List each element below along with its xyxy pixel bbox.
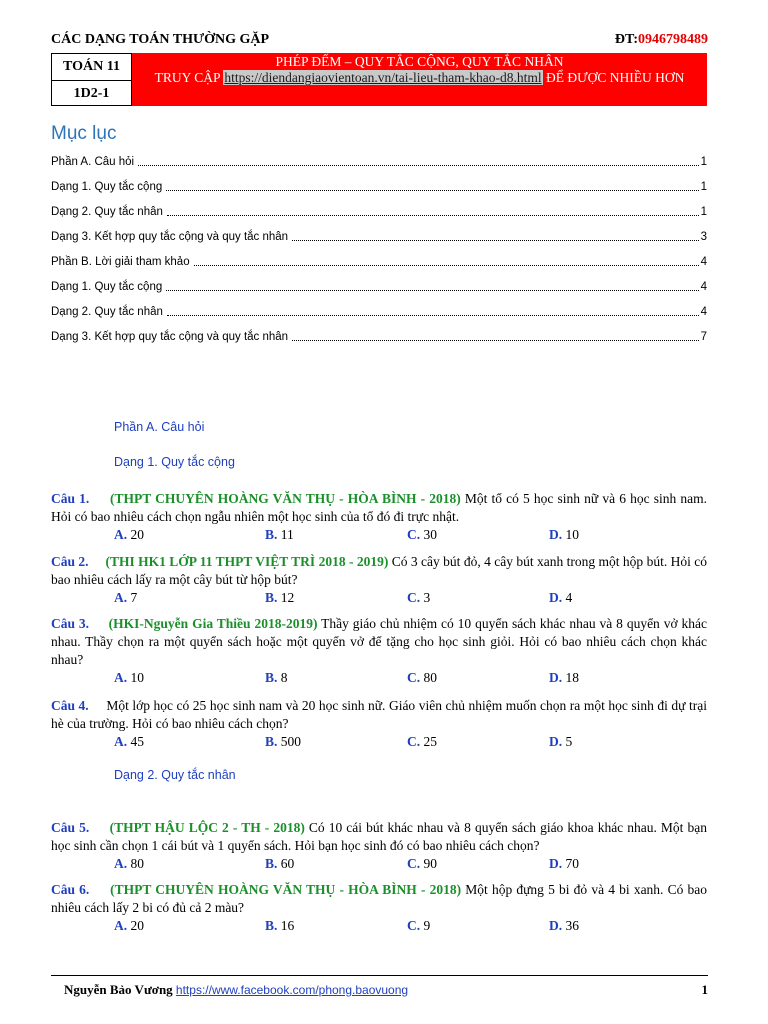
page-header	[51, 32, 708, 50]
table-of-contents	[51, 149, 707, 349]
option-c[interactable]: C. 3	[407, 590, 431, 605]
option-b[interactable]: B. 16	[265, 918, 295, 933]
lesson-code: 1D2-1	[52, 80, 131, 106]
toc-label: Dạng 1. Quy tắc cộng	[51, 280, 163, 293]
question	[51, 697, 707, 751]
question-text: Một hộp đựng 5 bi đỏ và 4 bi xanh. Có bao nhiêu cách lấy 2 bi có đủ cả 2 màu?	[51, 882, 708, 915]
toc-entry[interactable]	[51, 199, 707, 224]
toc-page: 1	[700, 205, 707, 218]
question-number: Câu 1.	[51, 491, 90, 506]
toc-label: Dạng 3. Kết hợp quy tắc cộng và quy tắc nhân	[51, 330, 289, 343]
question	[51, 881, 707, 935]
section-dang-1: Dạng 1. Quy tắc cộng	[114, 455, 235, 469]
toc-leader	[292, 332, 699, 341]
toc-label: Dạng 1. Quy tắc cộng	[51, 180, 163, 193]
header-title: CÁC DẠNG TOÁN THƯỜNG GẶP	[51, 32, 270, 47]
option-d[interactable]: D. 4	[549, 590, 573, 605]
toc-heading: Mục lục	[51, 123, 117, 144]
answer-options	[51, 917, 707, 935]
option-a[interactable]: A. 80	[114, 856, 144, 871]
banner-access-line	[132, 70, 707, 86]
toc-entry[interactable]	[51, 224, 707, 249]
option-d[interactable]: D. 36	[549, 918, 579, 933]
banner-title-box	[132, 53, 707, 106]
access-link[interactable]: https://diendangiaovientoan.vn/tai-lieu-tham-khao-d8.html	[224, 70, 542, 85]
answer-options	[51, 589, 707, 607]
question-text: Có 10 cái bút khác nhau và 8 quyển sách giáo khoa khác nhau. Một bạn học sinh cần chọn 1 cái bút và 1 quyển sách. Hỏi bạn học sinh đó có bao nhiêu cách chọn?	[51, 820, 708, 853]
question	[51, 553, 707, 607]
toc-label: Dạng 2. Quy tắc nhân	[51, 305, 163, 318]
question	[51, 819, 707, 873]
page-footer	[64, 982, 708, 998]
answer-options	[51, 526, 707, 544]
access-suffix: ĐỂ ĐƯỢC NHIỀU HƠN	[542, 70, 685, 85]
question	[51, 490, 707, 544]
option-b[interactable]: B. 500	[265, 734, 302, 749]
phone-label: ĐT:	[614, 32, 638, 47]
question-source: (THPT CHUYÊN HOÀNG VĂN THỤ - HÒA BÌNH - 2018)	[110, 882, 462, 897]
toc-entry[interactable]	[51, 174, 707, 199]
footer-link[interactable]: https://www.facebook.com/phong.baovuong	[175, 983, 409, 997]
toc-leader	[138, 157, 698, 166]
toc-leader	[292, 232, 699, 241]
answer-options	[51, 733, 707, 751]
toc-page: 7	[700, 330, 707, 343]
option-c[interactable]: C. 25	[407, 734, 437, 749]
toc-page: 4	[700, 255, 707, 268]
option-c[interactable]: C. 80	[407, 670, 437, 685]
banner-title: PHÉP ĐẾM – QUY TẮC CỘNG, QUY TẮC NHÂN	[275, 54, 564, 69]
toc-page: 1	[700, 180, 707, 193]
question-stem	[51, 490, 707, 526]
question-number: Câu 2.	[51, 554, 89, 569]
question	[51, 615, 707, 687]
option-d[interactable]: D. 70	[549, 856, 579, 871]
question-text: Một lớp học có 25 học sinh nam và 20 học sinh nữ. Giáo viên chủ nhiệm muốn chọn ra một học sinh đi dự trại hè của trường. Hỏi có bao nhiêu cách chọn?	[51, 698, 708, 731]
toc-leader	[194, 257, 699, 266]
option-c[interactable]: C. 9	[407, 918, 431, 933]
option-a[interactable]: A. 20	[114, 918, 144, 933]
section-dang-2: Dạng 2. Quy tắc nhân	[114, 768, 236, 782]
option-b[interactable]: B. 11	[265, 527, 294, 542]
question-stem	[51, 881, 707, 917]
option-c[interactable]: C. 90	[407, 856, 437, 871]
topic-banner	[51, 53, 707, 106]
option-a[interactable]: A. 10	[114, 670, 144, 685]
course-codes	[51, 53, 132, 106]
question-source: (THPT HẬU LỘC 2 - TH - 2018)	[109, 820, 305, 835]
question-text: Một tổ có 5 học sinh nữ và 6 học sinh nam. Hỏi có bao nhiêu cách chọn ngẫu nhiên một học sinh của tổ đó đi trực nhật.	[51, 491, 708, 524]
question-source: (THI HK1 LỚP 11 THPT VIỆT TRÌ 2018 - 2019)	[105, 554, 389, 569]
option-b[interactable]: B. 12	[265, 590, 295, 605]
toc-label: Phần A. Câu hỏi	[51, 155, 135, 168]
toc-entry[interactable]	[51, 274, 707, 299]
course-code: TOÁN 11	[63, 59, 120, 74]
option-d[interactable]: D. 5	[549, 734, 573, 749]
option-a[interactable]: A. 7	[114, 590, 138, 605]
option-c[interactable]: C. 30	[407, 527, 437, 542]
question-number: Câu 4.	[51, 698, 89, 713]
question-stem	[51, 553, 707, 589]
toc-entry[interactable]	[51, 249, 707, 274]
toc-label: Phần B. Lời giải tham khảo	[51, 255, 190, 268]
question-number: Câu 5.	[51, 820, 90, 835]
toc-leader	[166, 282, 698, 291]
question-text: Thầy giáo chủ nhiệm có 10 quyển sách khác nhau và 8 quyển vở khác nhau. Thầy chọn ra một quyển sách hoặc một quyển vở để tặng cho học sinh giỏi. Hỏi có bao nhiêu cách chọn khác nhau?	[51, 616, 708, 667]
option-a[interactable]: A. 45	[114, 734, 144, 749]
question-stem	[51, 615, 707, 669]
toc-label: Dạng 2. Quy tắc nhân	[51, 205, 163, 218]
header-phone	[615, 32, 708, 48]
option-a[interactable]: A. 20	[114, 527, 144, 542]
question-source: (HKI-Nguyễn Gia Thiều 2018-2019)	[108, 616, 318, 631]
option-b[interactable]: B. 8	[265, 670, 288, 685]
toc-leader	[167, 207, 699, 216]
phone-number: 0946798489	[638, 32, 708, 47]
toc-entry[interactable]	[51, 324, 707, 349]
option-d[interactable]: D. 10	[549, 527, 579, 542]
option-d[interactable]: D. 18	[549, 670, 579, 685]
question-source: (THPT CHUYÊN HOÀNG VĂN THỤ - HÒA BÌNH - 2018)	[109, 491, 461, 506]
answer-options	[51, 855, 707, 873]
toc-leader	[166, 182, 698, 191]
question-number: Câu 3.	[51, 616, 90, 631]
question-number: Câu 6.	[51, 882, 90, 897]
option-b[interactable]: B. 60	[265, 856, 295, 871]
question-stem	[51, 697, 707, 733]
access-prefix: TRUY CẬP	[154, 70, 224, 85]
toc-page: 4	[700, 280, 707, 293]
toc-leader	[167, 307, 699, 316]
toc-entry[interactable]	[51, 149, 707, 174]
page-number: 1	[701, 982, 708, 997]
footer-divider	[51, 975, 708, 976]
toc-page: 1	[700, 155, 707, 168]
section-part-a: Phần A. Câu hỏi	[114, 420, 205, 434]
toc-page: 4	[700, 305, 707, 318]
toc-page: 3	[700, 230, 707, 243]
footer-author: Nguyễn Bảo Vương	[64, 982, 173, 997]
toc-label: Dạng 3. Kết hợp quy tắc cộng và quy tắc nhân	[51, 230, 289, 243]
question-stem	[51, 819, 707, 855]
toc-entry[interactable]	[51, 299, 707, 324]
answer-options	[51, 669, 707, 687]
question-text: Có 3 cây bút đỏ, 4 cây bút xanh trong một hộp bút. Hỏi có bao nhiêu cách lấy ra một cây bút từ hộp bút?	[51, 554, 707, 587]
